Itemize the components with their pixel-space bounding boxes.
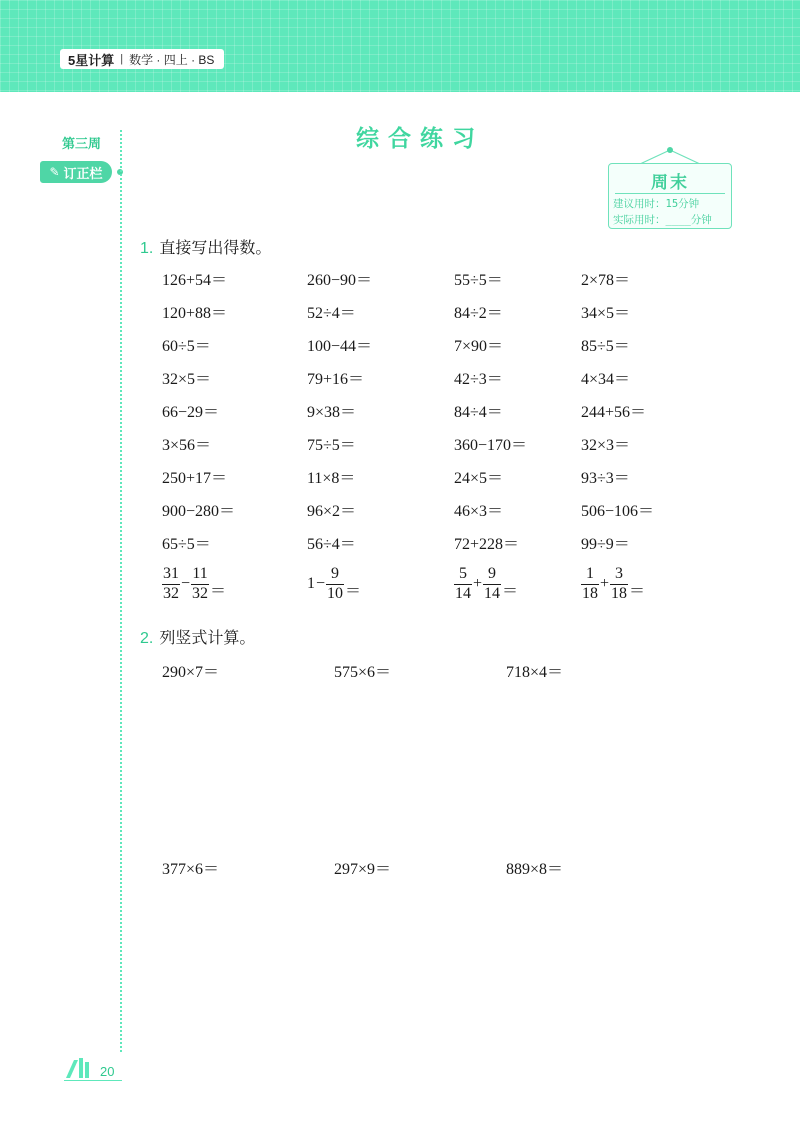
numerator: 9	[488, 565, 497, 582]
math-item: 42÷3＝	[454, 371, 503, 388]
math-item: 100−44＝	[307, 338, 373, 355]
math-item: 126+54＝	[162, 272, 228, 289]
page-title: 综合练习	[356, 126, 484, 152]
pencil-icon: ✎	[49, 165, 60, 179]
equals-sign: ＝	[502, 582, 519, 600]
math-item: 75÷5＝	[307, 437, 356, 454]
denominator: 10	[327, 584, 344, 602]
math-item: 2×78＝	[581, 272, 631, 289]
fraction-item	[307, 566, 454, 603]
math-item: 244+56＝	[581, 404, 647, 421]
math-item: 11×8＝	[307, 470, 356, 487]
math-item: 506−106＝	[581, 503, 655, 520]
fraction-items-row	[162, 566, 701, 603]
denominator: 14	[455, 584, 471, 602]
mental-math-grid	[162, 267, 701, 564]
math-item: 93÷3＝	[581, 470, 630, 487]
math-item: 3×56＝	[162, 437, 212, 454]
math-item: 52÷4＝	[307, 305, 356, 322]
math-item: 260−90＝	[307, 272, 373, 289]
math-item: 55÷5＝	[454, 272, 503, 289]
vertical-calc-item: 290×7＝	[162, 664, 220, 681]
page-number: 20	[100, 1064, 115, 1079]
fraction-item	[454, 566, 581, 603]
fraction	[483, 566, 501, 603]
fraction	[581, 566, 599, 603]
fraction-item	[581, 566, 701, 603]
whole-number: 1	[307, 575, 315, 593]
fraction	[610, 566, 628, 603]
numerator: 1	[586, 565, 594, 582]
tag-divider	[615, 193, 725, 194]
actual-time: 实际用时：____分钟	[613, 214, 712, 226]
vertical-calc-item: 889×8＝	[506, 861, 564, 878]
denominator: 32	[192, 584, 209, 602]
equals-sign: ＝	[210, 582, 227, 600]
math-item: 79+16＝	[307, 371, 365, 388]
math-item: 84÷2＝	[454, 305, 503, 322]
vertical-calc-item: 575×6＝	[334, 664, 392, 681]
book-brand: 5星计算	[68, 52, 115, 68]
math-item: 9×38＝	[307, 404, 357, 421]
math-item: 60÷5＝	[162, 338, 211, 355]
question-2-title	[140, 625, 255, 648]
math-item: 250+17＝	[162, 470, 228, 487]
math-item: 24×5＝	[454, 470, 504, 487]
numerator: 5	[459, 565, 467, 582]
book-label-separator: |	[120, 53, 124, 65]
math-item: 120+88＝	[162, 305, 228, 322]
math-item: 360−170＝	[454, 437, 528, 454]
operator: −	[316, 575, 326, 593]
operator: −	[181, 575, 191, 593]
numerator: 31	[163, 565, 179, 582]
math-item: 85÷5＝	[581, 338, 630, 355]
math-item: 96×2＝	[307, 503, 357, 520]
sidebar-dotted-divider	[120, 130, 122, 1052]
question-2-number: 2.	[140, 630, 154, 647]
week-label: 第三周	[62, 136, 102, 151]
math-item: 56÷4＝	[307, 536, 356, 553]
equals-sign: ＝	[345, 582, 362, 600]
math-item: 32×5＝	[162, 371, 212, 388]
operator: +	[600, 575, 610, 593]
numerator: 3	[615, 565, 624, 582]
vertical-calc-item: 718×4＝	[506, 664, 564, 681]
tag-title: 周末	[651, 173, 689, 193]
vertical-calc-item: 297×9＝	[334, 861, 392, 878]
correction-label-text: 订正栏	[63, 165, 103, 181]
question-1-title	[140, 235, 271, 258]
fraction	[454, 566, 472, 603]
time-tag	[608, 163, 732, 229]
math-item: 900−280＝	[162, 503, 236, 520]
math-item: 66−29＝	[162, 404, 220, 421]
question-2-prompt: 列竖式计算。	[159, 628, 256, 647]
denominator: 32	[163, 584, 179, 602]
suggested-time: 建议用时：15分钟	[613, 198, 700, 210]
page-header-band	[0, 0, 800, 92]
math-item: 99÷9＝	[581, 536, 630, 553]
math-item: 72+228＝	[454, 536, 520, 553]
fraction	[191, 566, 209, 603]
numerator: 11	[192, 565, 208, 582]
correction-column-label	[40, 161, 112, 183]
math-item: 84÷4＝	[454, 404, 503, 421]
denominator: 18	[582, 584, 598, 602]
math-item: 46×3＝	[454, 503, 504, 520]
numerator: 9	[331, 565, 340, 582]
fraction	[162, 566, 180, 603]
math-item: 4×34＝	[581, 371, 631, 388]
denominator: 18	[611, 584, 628, 602]
book-label	[60, 49, 224, 69]
vertical-calc-item: 377×6＝	[162, 861, 220, 878]
operator: +	[473, 575, 483, 593]
book-subject: 数学 · 四上 · BS	[129, 52, 215, 67]
books-icon	[64, 1056, 94, 1080]
tag-pin-dot	[667, 147, 673, 153]
question-1-prompt: 直接写出得数。	[159, 238, 272, 257]
fraction	[326, 566, 344, 603]
denominator: 14	[484, 584, 501, 602]
math-item: 34×5＝	[581, 305, 631, 322]
question-1-number: 1.	[140, 240, 154, 257]
math-item: 65÷5＝	[162, 536, 211, 553]
math-item: 7×90＝	[454, 338, 504, 355]
page-number-underline	[64, 1080, 122, 1081]
math-item: 32×3＝	[581, 437, 631, 454]
equals-sign: ＝	[629, 582, 646, 600]
fraction-item	[162, 566, 307, 603]
